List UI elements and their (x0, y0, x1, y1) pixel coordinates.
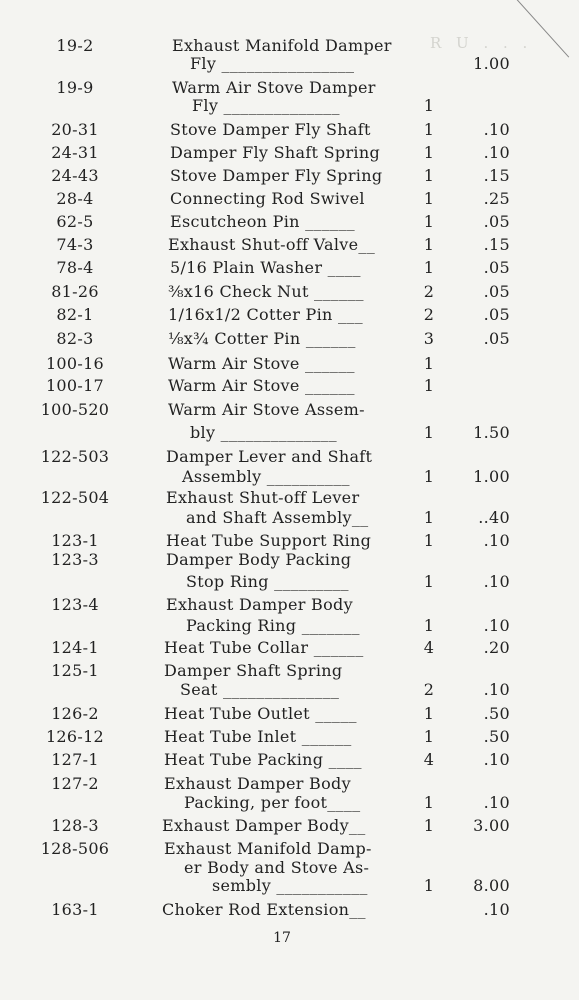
part-quantity: 1 (423, 531, 435, 550)
part-price: .10 (483, 531, 510, 550)
part-number: 127-1 (51, 750, 99, 769)
part-quantity: 1 (423, 423, 435, 442)
part-description: Damper Fly Shaft Spring (170, 143, 380, 162)
part-description: Exhaust Damper Body (164, 774, 351, 793)
part-quantity: 1 (423, 189, 435, 208)
part-quantity: 1 (423, 727, 435, 746)
part-line (0, 571, 579, 593)
part-price: .05 (483, 305, 510, 324)
part-description: Stop Ring _________ (186, 572, 349, 591)
part-quantity: 4 (423, 750, 435, 769)
part-quantity: 1 (423, 143, 435, 162)
part-number: 125-1 (51, 661, 99, 680)
part-description: ⅛x¾ Cotter Pin ______ (168, 329, 356, 348)
part-number: 100-17 (45, 376, 105, 395)
part-description: 5/16 Plain Washer ____ (170, 258, 361, 277)
part-price: .05 (483, 329, 510, 348)
part-number: 126-12 (45, 727, 105, 746)
part-line (0, 257, 579, 279)
part-description: Fly ______________ (192, 96, 340, 115)
part-line (0, 165, 579, 187)
part-line (0, 142, 579, 164)
part-description: Warm Air Stove ______ (168, 354, 355, 373)
part-description: Heat Tube Support Ring (166, 531, 372, 550)
part-number: 122-503 (40, 447, 110, 466)
part-line (0, 749, 579, 771)
part-number: 28-4 (56, 189, 94, 208)
part-quantity: 1 (423, 120, 435, 139)
part-line (0, 792, 579, 814)
part-line (0, 815, 579, 837)
part-price: .10 (483, 680, 510, 699)
part-line (0, 211, 579, 233)
part-number: 82-3 (56, 329, 94, 348)
part-line (0, 95, 579, 117)
part-price: .15 (483, 166, 510, 185)
part-description: er Body and Stove As- (184, 858, 370, 877)
part-description: Seat ______________ (180, 680, 340, 699)
part-line (0, 119, 579, 141)
part-price: .10 (483, 900, 510, 919)
part-description: Assembly __________ (182, 467, 350, 486)
part-description: Packing, per foot____ (184, 793, 361, 812)
part-line (0, 399, 579, 421)
part-line (0, 549, 579, 571)
part-number: 81-26 (51, 282, 99, 301)
part-quantity: 1 (423, 793, 435, 812)
part-quantity: 1 (423, 616, 435, 635)
part-price: .05 (483, 282, 510, 301)
part-number: 122-504 (40, 488, 110, 507)
part-number: 127-2 (51, 774, 99, 793)
part-description: Stove Damper Fly Shaft (170, 120, 371, 139)
part-number: 24-31 (51, 143, 99, 162)
part-description: Exhaust Damper Body (166, 595, 353, 614)
part-quantity: 2 (423, 305, 435, 324)
part-number: 128-506 (40, 839, 110, 858)
part-number: 62-5 (56, 212, 94, 231)
part-description: 1/16x1/2 Cotter Pin ___ (168, 305, 363, 324)
part-description: Warm Air Stove Damper (172, 78, 376, 97)
part-number: 20-31 (51, 120, 99, 139)
part-quantity: 4 (423, 638, 435, 657)
part-number: 19-9 (56, 78, 94, 97)
part-quantity: 1 (423, 258, 435, 277)
page-number: 17 (273, 930, 291, 946)
part-number: 74-3 (56, 235, 94, 254)
part-quantity: 1 (423, 467, 435, 486)
part-description: sembly ___________ (212, 876, 368, 895)
part-price: .20 (483, 638, 510, 657)
bleed-through-text: R U . . . (430, 34, 533, 52)
part-quantity: 1 (423, 166, 435, 185)
part-description: bly ______________ (190, 423, 337, 442)
part-price: 8.00 (473, 876, 510, 895)
part-price: .05 (483, 258, 510, 277)
part-price: 1.50 (473, 423, 510, 442)
part-price: .50 (483, 727, 510, 746)
part-price: 1.00 (473, 54, 510, 73)
part-number: 123-3 (51, 550, 99, 569)
part-quantity: 3 (423, 329, 435, 348)
part-price: 1.00 (473, 467, 510, 486)
part-quantity: 2 (423, 282, 435, 301)
part-line (0, 679, 579, 701)
part-price: .10 (483, 572, 510, 591)
part-line (0, 507, 579, 529)
part-line (0, 446, 579, 468)
part-number: 123-4 (51, 595, 99, 614)
part-line (0, 703, 579, 725)
part-line (0, 328, 579, 350)
part-description: Heat Tube Collar ______ (164, 638, 364, 657)
part-number: 78-4 (56, 258, 94, 277)
part-line (0, 53, 579, 75)
part-price: .10 (483, 750, 510, 769)
part-line (0, 899, 579, 921)
part-description: Exhaust Manifold Damper (172, 36, 392, 55)
part-description: Exhaust Manifold Damp- (164, 839, 372, 858)
part-quantity: 1 (423, 572, 435, 591)
part-description: Heat Tube Inlet ______ (164, 727, 352, 746)
part-number: 128-3 (51, 816, 99, 835)
part-description: Heat Tube Outlet _____ (164, 704, 357, 723)
part-price: .15 (483, 235, 510, 254)
part-line (0, 594, 579, 616)
part-line (0, 304, 579, 326)
part-price: .05 (483, 212, 510, 231)
part-number: 163-1 (51, 900, 99, 919)
part-quantity: 1 (423, 212, 435, 231)
part-description: Damper Shaft Spring (164, 661, 343, 680)
part-line (0, 487, 579, 509)
part-number: 100-16 (45, 354, 105, 373)
part-price: .10 (483, 143, 510, 162)
part-quantity: 1 (423, 704, 435, 723)
part-line (0, 875, 579, 897)
part-line (0, 422, 579, 444)
part-price: .10 (483, 616, 510, 635)
part-description: Exhaust Shut-off Lever (166, 488, 360, 507)
part-price: ..40 (478, 508, 510, 527)
part-number: 100-520 (40, 400, 110, 419)
part-description: Warm Air Stove Assem- (168, 400, 365, 419)
part-price: .10 (483, 793, 510, 812)
part-description: Packing Ring _______ (186, 616, 360, 635)
part-quantity: 1 (423, 354, 435, 373)
part-line (0, 466, 579, 488)
part-description: Connecting Rod Swivel (170, 189, 365, 208)
part-line (0, 726, 579, 748)
part-number: 24-43 (51, 166, 99, 185)
part-description: Choker Rod Extension__ (162, 900, 366, 919)
part-description: Exhaust Damper Body__ (162, 816, 366, 835)
part-quantity: 1 (423, 376, 435, 395)
part-number: 124-1 (51, 638, 99, 657)
part-description: Stove Damper Fly Spring (170, 166, 383, 185)
part-price: 3.00 (473, 816, 510, 835)
part-quantity: 1 (423, 508, 435, 527)
part-price: .10 (483, 120, 510, 139)
part-line (0, 637, 579, 659)
part-description: Exhaust Shut-off Valve__ (168, 235, 375, 254)
part-number: 126-2 (51, 704, 99, 723)
part-description: and Shaft Assembly__ (186, 508, 369, 527)
part-quantity: 1 (423, 876, 435, 895)
part-line (0, 281, 579, 303)
part-number: 123-1 (51, 531, 99, 550)
part-description: ⅜x16 Check Nut ______ (168, 282, 364, 301)
part-description: Damper Lever and Shaft (166, 447, 373, 466)
part-description: Heat Tube Packing ____ (164, 750, 362, 769)
part-line (0, 188, 579, 210)
part-line (0, 353, 579, 375)
part-quantity: 1 (423, 235, 435, 254)
part-quantity: 1 (423, 96, 435, 115)
part-line (0, 234, 579, 256)
part-description: Fly ________________ (190, 54, 355, 73)
part-line (0, 375, 579, 397)
part-quantity: 1 (423, 816, 435, 835)
part-price: .25 (483, 189, 510, 208)
part-description: Escutcheon Pin ______ (170, 212, 355, 231)
part-number: 82-1 (56, 305, 94, 324)
part-line (0, 615, 579, 637)
part-description: Warm Air Stove ______ (168, 376, 355, 395)
part-price: .50 (483, 704, 510, 723)
part-number: 19-2 (56, 36, 94, 55)
part-description: Damper Body Packing (166, 550, 352, 569)
part-quantity: 2 (423, 680, 435, 699)
